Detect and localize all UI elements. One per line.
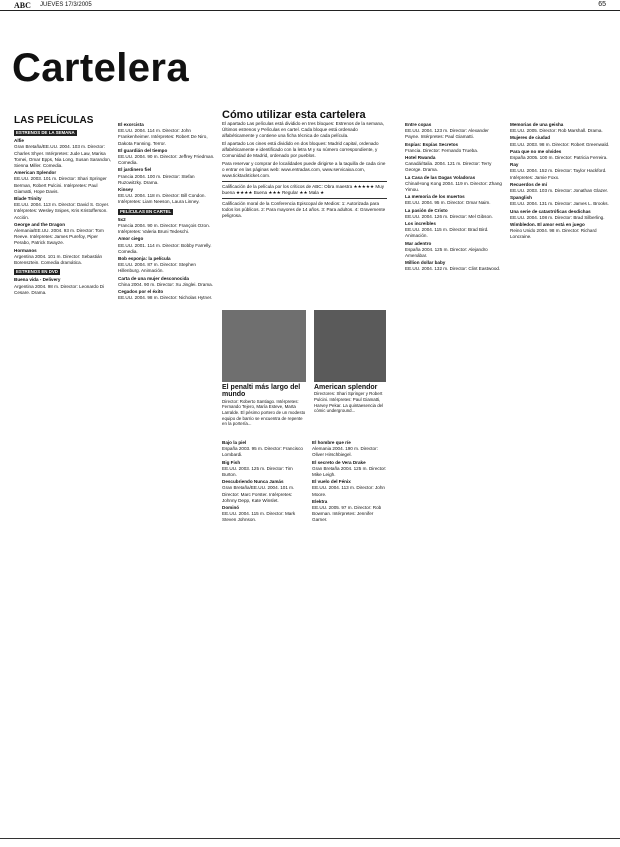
movie-title: Kinsey: [118, 187, 134, 193]
section-title: LAS PELÍCULAS: [14, 115, 94, 126]
movie-details: EE.UU. 2003. 125 m. Director: Tim Burton.: [222, 465, 293, 478]
movie-title: Hormanos: [14, 247, 37, 253]
movie-title: La pasión de Cristo: [405, 207, 448, 213]
movie-entry: [312, 479, 388, 498]
movie-entry: [14, 222, 114, 247]
movie-photo: [314, 310, 386, 382]
page-footer: [0, 838, 620, 839]
movie-entry: [118, 289, 216, 301]
movie-details: EE.UU. 2004. 131 m. Director: James L. Brooks.: [510, 201, 609, 207]
movie-entry: [118, 148, 216, 167]
movie-entry: [510, 209, 610, 221]
caption-title: El penalti más largo del mundo: [222, 384, 301, 399]
section-heading: PELÍCULAS EN CARTEL: [120, 208, 172, 214]
movie-entry: [510, 162, 610, 181]
movie-details: Gran Bretaña/EE.UU. 2004. 103 m. Director: Charles Shyer. Intérpretes: Jude Law, Marisa Tomei, Omar Epps, Nia Long, Susan Sarandon, Sienna Miller. Comedia.: [14, 144, 112, 169]
col1-list: [14, 138, 114, 266]
movie-title: Memorias de una geisha: [510, 122, 564, 127]
movie-title: Dominó: [222, 505, 240, 511]
movie-entry: [118, 187, 216, 206]
movie-details: Argentina 2004. 101 m. Director: Sebastián Borensztein. Comedia dramática.: [14, 253, 103, 266]
movie-title: Ray: [510, 162, 519, 168]
movie-details: Argentina 2004. 98 m. Director: Leonardo Di Cesare. Drama.: [14, 283, 105, 295]
page-date: JUEVES 17/3/2005: [40, 2, 92, 8]
movie-title: Alfie: [14, 138, 24, 144]
movie-details: EE.UU. 2004. 98 m. Director: Nicholas Hytner.: [118, 295, 213, 301]
divider: [222, 198, 387, 199]
movie-title: El hombre que ríe: [312, 440, 351, 445]
movie-details: EE.UU. 2003. 101 m. Director: Shari Springer Berman, Robert Pulcini. Intérpretes: Paul Giamatti, Hope Davis.: [14, 176, 107, 194]
movie-details: EE.UU. 2004. 118 m. Director: Bill Condon. Intérpretes: Liam Neeson, Laura Linney.: [118, 193, 206, 205]
movie-entry: [405, 208, 503, 220]
movie-details: EE.UU. 2004. 152 m. Director: Taylor Hackford. Intérpretes: Jamie Foxx.: [510, 168, 607, 180]
movie-title: El vuelo del Fénix: [312, 479, 351, 485]
movie-entry: [14, 138, 114, 169]
movie-details: EE.UU. 2004. 115 m. Director: Mark Steven Johnson.: [222, 511, 296, 523]
movie-entry: [510, 182, 610, 194]
movie-entry: [118, 236, 216, 255]
photo-caption: [222, 384, 306, 427]
divider: [222, 181, 387, 182]
movie-entry: [14, 170, 114, 195]
movie-entry: [510, 135, 610, 147]
movie-entry: [405, 155, 503, 174]
movie-details: EE.UU. 2004. 95 m. Director: Omar Naim.: [405, 200, 491, 206]
movie-title: Descubriendo Nunca Jamás: [222, 479, 284, 485]
movie-details: EE.UU. 2001. 114 m. Director: Bobby Farrelly. Comedia.: [118, 242, 212, 254]
moral-rating-notes: Calificación moral de la Conferencia Episcopal de Medios: 1: Autorizada para todos los públicos. 2: Para mayores de 14 años. 3: Para adultos. 4: Gravemente peligrosa.: [222, 201, 386, 218]
movie-title: Cegados por el éxito: [118, 289, 164, 295]
movie-details: EE.UU. 2005. Director: Rob Marshall. Drama.: [510, 128, 603, 134]
movie-entry: [312, 440, 388, 459]
movie-entry: [405, 241, 503, 260]
movie-details: China/Hong Kong 2004. 119 m. Director: Zhang Yimou.: [405, 180, 502, 193]
movie-details: EE.UU. 2005. 97 m. Director: Rob Bowman. Intérpretes: Jennifer Garner.: [312, 505, 382, 523]
movie-entry: [405, 175, 503, 194]
movie-title: Elektra: [312, 498, 328, 504]
movie-title: Wimbledon. El amor está en juego: [510, 222, 585, 228]
movie-entry: [222, 440, 304, 459]
movie-entry: [118, 122, 216, 147]
movie-details: Francia 2004. 100 m. Director: Stefan Ruzowitzky. Drama.: [118, 173, 195, 185]
movie-title: Mujeres de ciudad: [510, 135, 551, 141]
movie-details: Gran Bretaña 2004. 125 m. Director: Mike Leigh.: [312, 465, 387, 478]
movie-details: Alemania/EE.UU. 2004. 93 m. Director: Tom Reeve. Intérpretes: James Purefoy, Piper Perabo, Patrick Swayze.: [14, 228, 104, 246]
caption-text: Directores: Shari Springer y Robert Pulcini. Intérpretes: Paul Giamatti, Harvey Pekar. La quintaesencia del cómic underground...: [314, 391, 384, 414]
info-box-text: El apartado Los cines está dividido en dos bloques: Madrid capital, ordenado alfabéticamente e identificado con la letra M y su número correspondiente, y Comunidad de Madrid, ordenado por pueblos.: [222, 141, 379, 158]
rating-legend: Calificación de la película por los críticos de ABC: Obra maestra ★★★★★ Muy buena ★★★★ Buena ★★★ Regular ★★ Mala ★: [222, 184, 385, 195]
column-mid-right: [312, 440, 388, 833]
movie-details: EE.UU. 2004. 132 m. Director: Clint Eastwood.: [405, 266, 501, 272]
movie-title: El exorcista: [118, 122, 144, 127]
movie-title: La Casa de las Dagas Voladoras: [405, 174, 476, 180]
movie-title: Big Fish: [222, 459, 241, 465]
col5-list: [510, 122, 610, 241]
movie-title: Carta de una mujer desconocida: [118, 275, 189, 281]
colmid-list: [222, 440, 304, 524]
movie-title: Spanglish: [510, 195, 532, 201]
movie-title: Million dollar baby: [405, 260, 446, 266]
column-4: [405, 122, 503, 833]
movie-title: Una serie de catastróficas desdichas: [510, 208, 591, 214]
movie-photo: [222, 310, 306, 382]
col2-list: [118, 122, 216, 206]
movie-entry: [405, 260, 503, 272]
movie-title: Entre copas: [405, 122, 432, 127]
movie-title: Mar adentro: [405, 240, 432, 246]
movie-title: American Splendor: [14, 170, 57, 176]
movie-entry: [118, 276, 216, 288]
column-2: [118, 122, 216, 833]
movie-details: EE.UU. 2004. 126 m. Director: Mel Gibson.: [405, 213, 493, 219]
movie-title: Hotel Rwanda: [405, 155, 436, 161]
movie-entry: [118, 217, 216, 236]
movie-details: España 2004. 125 m. Director: Alejandro Amenábar.: [405, 246, 488, 259]
movie-details: Reino Unido 2004. 98 m. Director: Richard Loncraine.: [510, 228, 597, 240]
movie-details: EE.UU. 2003. 98 m. Director: Robert Greenwald.: [510, 141, 610, 147]
movie-entry: [312, 499, 388, 524]
page-title: Cartelera: [12, 46, 190, 90]
caption-text: Director: Roberto Santiago. Intérpretes: Fernando Tejero, María Esteve, Marta Larralde. El pésimo portero de un modesto equipo de barrio se encuentra de repente en la portería...: [222, 398, 306, 427]
section-heading: ESTRENOS EN DVD: [16, 269, 58, 275]
movie-details: Francia 2004. 90 m. Director: François Ozon. Intérpretes: Valeria Bruni Tedeschi.: [118, 223, 210, 235]
movie-title: Bob esponja: la película: [118, 256, 171, 262]
info-box-text: Para reservar y comprar de localidades puede dirigirse a la taquilla de cada cine o entrar en las páginas web: www.entradas.com, www.servicaixa.com, www.ticktackticket.com.: [222, 161, 386, 178]
movie-entry: [405, 122, 503, 141]
info-box: [222, 109, 387, 294]
page-header: [0, 0, 620, 11]
movie-entry: [510, 149, 610, 161]
movie-entry: [405, 194, 503, 206]
movie-entry: [312, 460, 388, 479]
movie-details: EE.UU. 2004. 87 m. Director: Stephen Hillenburg. Animación.: [118, 262, 196, 274]
info-box-title: Cómo utilizar esta cartelera: [222, 109, 366, 121]
movie-title: Para que no me olvides: [510, 148, 562, 154]
movie-details: EE.UU. 2004. 114 m. Director: John Frankenheimer. Intérpretes: Robert De Niro, Dakota Fanning. Terror.: [118, 128, 208, 146]
column-5: [510, 122, 610, 833]
movie-entry: [14, 277, 114, 296]
movie-details: EE.UU. 2004. 108 m. Director: Brad Silberling.: [510, 214, 605, 220]
movie-entry: [405, 142, 503, 154]
movie-details: EE.UU. 2004. 113 m. Director: David S. Goyer. Intérpretes: Wesley Snipes, Kris Kristofferson. Acción.: [14, 202, 110, 220]
section-heading: ESTRENOS DE LA SEMANA: [16, 130, 75, 135]
movie-entry: [118, 256, 216, 275]
movie-details: EE.UU. 2004. 90 m. Director: Jeffrey Friedman. Comedia.: [118, 154, 215, 166]
movie-entry: [510, 122, 610, 134]
column-1: [14, 128, 114, 833]
movie-details: EE.UU. 2004. 123 m. Director: Alexander Payne. Intérpretes: Paul Giamatti.: [405, 128, 489, 140]
col1-list2: [14, 277, 114, 296]
movie-details: España 2003. 95 m. Director: Francisco Lombardi.: [222, 446, 303, 458]
movie-details: China 2004. 90 m. Director: Xu Jinglei. Drama.: [118, 281, 213, 287]
movie-entry: [118, 167, 216, 186]
movie-details: EE.UU. 2004. 115 m. Director: Brad Bird. Animación.: [405, 227, 489, 239]
movie-title: Blade Trinity: [14, 196, 42, 202]
movie-title: El guardián del tiempo: [118, 147, 168, 153]
movie-entry: [222, 479, 304, 504]
movie-title: 5x2: [118, 216, 126, 222]
info-box-text: El apartado Las películas está dividido en tres bloques: Estrenos de la semana, Últimos estrenos y Películas en cartel. Cada bloque está ordenado alfabéticamente y contiene una ficha técnica de cada película.: [222, 121, 384, 138]
movie-details: Gran Bretaña/EE.UU. 2004. 101 m. Director: Marc Forster. Intérpretes: Johnny Depp, Kate Winslet.: [222, 485, 295, 503]
movie-entry: [222, 460, 304, 479]
movie-title: El secreto de Vera Drake: [312, 459, 366, 465]
movie-entry: [14, 248, 114, 267]
movie-details: EE.UU. 2004. 113 m. Director: John Moore.: [312, 485, 385, 497]
movie-entry: [510, 222, 610, 241]
movie-details: EE.UU. 2003. 103 m. Director: Jonathan Glazer.: [510, 188, 609, 194]
col2-list2: [118, 217, 216, 302]
newspaper-logo: ABC: [14, 1, 31, 10]
column-mid-left: [222, 440, 304, 833]
caption-title: American splendor: [314, 384, 378, 391]
movie-title: El jardinero fiel: [118, 167, 152, 173]
movie-details: Francia. Director: Fernando Trueba.: [405, 147, 479, 153]
movie-details: España 2005. 100 m. Director: Patricia Ferreira.: [510, 155, 608, 161]
movie-title: Los increíbles: [405, 221, 436, 227]
movie-entry: [510, 195, 610, 207]
movie-title: Recuerdos de mí: [510, 181, 548, 187]
colmid2-list: [312, 440, 388, 524]
photo-caption: [314, 384, 386, 414]
movie-title: La memoria de los muertos: [405, 194, 465, 200]
movie-details: Canadá/Italia. 2004. 121 m. Director: Terry George. Drama.: [405, 161, 492, 173]
movie-entry: [222, 505, 304, 524]
movie-title: Buena vida - Delivery: [14, 277, 61, 283]
movie-title: George and the Dragon: [14, 221, 66, 227]
movie-details: Alemania 2004. 190 m. Director: Oliver Hirschbiegel.: [312, 446, 378, 458]
movie-title: Espías: Espías Secretos: [405, 141, 459, 147]
col4-list: [405, 122, 503, 273]
movie-title: Bajo la piel: [222, 440, 247, 445]
movie-entry: [405, 221, 503, 240]
page-number: 65: [598, 1, 606, 8]
movie-entry: [14, 196, 114, 221]
movie-title: Amor ciego: [118, 236, 144, 242]
